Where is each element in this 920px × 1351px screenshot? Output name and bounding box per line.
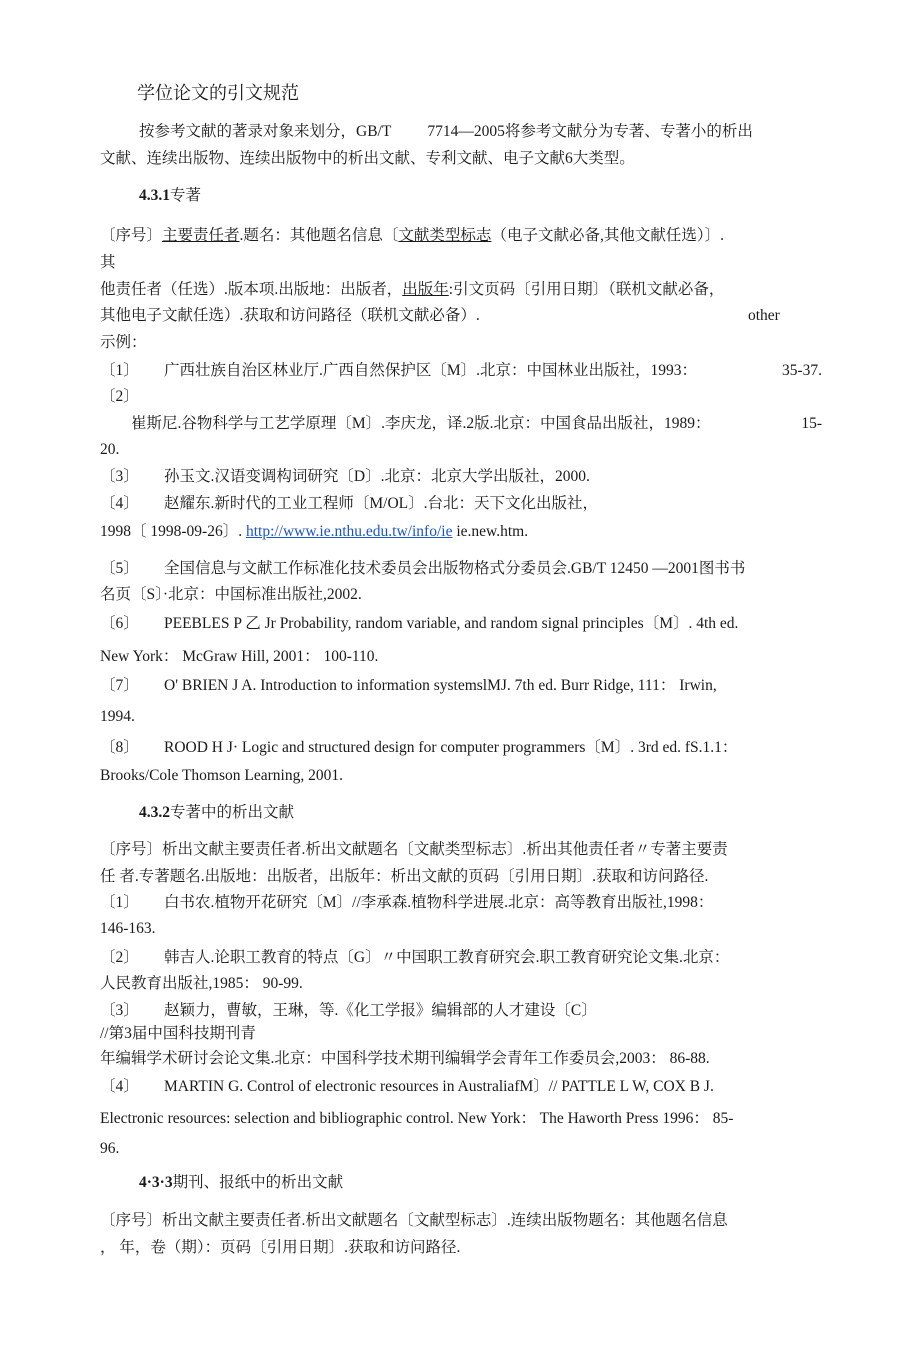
underlined-term: 出版年 — [402, 281, 449, 298]
format-line: 其他电子文献任选）.获取和访问路径（联机文献必备）. other — [100, 307, 780, 324]
format-line: 〔序号〕析出文献主要责任者.析出文献题名〔文献型标志〕.连续出版物题名：其他题名信息 — [100, 1212, 728, 1229]
section-number: 4.3.2 — [139, 804, 170, 821]
reference-item: 〔2〕 韩吉人.论职工教育的特点〔G〕〃中国职工教育研究会.职工教育研究论文集.北京： — [100, 949, 730, 966]
reference-item-cont: 年编辑学术研讨会论文集.北京：中国科学技术期刊编辑学会青年工作委员会,2003： 86-88. — [100, 1050, 710, 1067]
reference-item-cont: 名页〔S〕·北京：中国标准出版社,2002. — [100, 586, 362, 603]
reference-item-cont: 20. — [100, 441, 120, 458]
format-line: 〔序号〕主要责任者.题名：其他题名信息〔文献类型标志（电子文献必备,其他文献任选）〕. — [100, 227, 724, 244]
other-label: other — [748, 307, 780, 324]
section-label: 专著中的析出文献 — [170, 804, 295, 821]
reference-item: 〔4〕 赵耀东.新时代的工业工程师〔M/OL〕.台北：天下文化出版社， — [100, 495, 599, 512]
reference-item-cont: New York： McGraw Hill, 2001： 100-110. — [100, 648, 379, 665]
reference-item: 〔3〕 赵颖力，曹敏，王琳，等.《化工学报》编辑部的人才建设〔C〕 — [100, 1002, 597, 1019]
reference-item-cont: Brooks/Cole Thomson Learning, 2001. — [100, 767, 343, 784]
reference-item: 〔7〕 O' BRIEN J A. Introduction to information systemslMJ. 7th ed. Burr Ridge, 111： Irwin, — [100, 677, 717, 694]
intro-text-cont: 7714—2005将参考文献分为专著、专著小的析出 — [427, 123, 753, 140]
reference-number: 〔2〕 — [100, 388, 139, 405]
reference-item: 〔1〕 白书农.植物开花研究〔M〕//李承森.植物科学进展.北京：高等教育出版社,1998： — [100, 894, 714, 911]
reference-item: 〔5〕 全国信息与文献工作标准化技术委员会出版物格式分委员会.GB/T 12450 —2001图书书 — [100, 560, 746, 577]
section-number: 4·3·3 — [139, 1174, 173, 1191]
section-heading-4-3-1 — [139, 186, 822, 206]
section-heading-4-3-3 — [139, 1173, 822, 1193]
intro-text: 按参考文献的著录对象来划分，GB/T — [139, 123, 392, 140]
reference-item: 〔6〕 PEEBLES P 乙 Jr Probability, random variable, and random signal principles〔M〕. 4th ed. — [100, 615, 739, 632]
reference-item-cont: //第3届中国科技期刊青 — [100, 1025, 256, 1042]
reference-item: 〔3〕 孙玉文.汉语变调构词研究〔D〕.北京：北京大学出版社，2000. — [100, 468, 590, 485]
section-label: 专著 — [170, 187, 202, 204]
section-number: 4.3.1 — [139, 187, 170, 204]
format-line: 〔序号〕析出文献主要责任者.析出文献题名〔文献类型标志〕.析出其他责任者〃专著主要责 — [100, 841, 728, 858]
reference-item-cont: 人民教育出版社,1985： 90-99. — [100, 975, 303, 992]
reference-item: 〔8〕 ROOD H J· Logic and structured design for computer programmers〔M〕. 3rd ed. fS.1.1： — [100, 739, 738, 756]
section-label: 期刊、报纸中的析出文献 — [172, 1174, 344, 1191]
underlined-term: 主要责任者 — [162, 227, 240, 244]
format-line: 他责任者（任选）.版本项.出版地：出版者，出版年:引文页码〔引用日期〕（联机文献必备， — [100, 281, 725, 298]
reference-item: 崔斯尼.谷物科学与工艺学原理〔M〕.李庆龙，译.2版.北京：中国食品出版社，1989： 15- — [131, 415, 822, 432]
underlined-term: 文献类型标志 — [398, 227, 492, 244]
format-line: 任 者.专著题名.出版地：出版者，出版年：析出文献的页码〔引用日期〕.获取和访问路径. — [100, 868, 709, 885]
page-title: 学位论文的引文规范 — [137, 83, 299, 103]
reference-item-cont: Electronic resources: selection and bibliographic control. New York： The Haworth Press 1996： 85- — [100, 1110, 734, 1127]
intro-line-1 — [139, 122, 822, 142]
example-label: 示例： — [100, 334, 147, 351]
reference-item: 〔4〕 MARTIN G. Control of electronic resources in AustraliafM〕// PATTLE L W, COX B J. — [100, 1078, 714, 1095]
format-line: ， 年，卷（期）：页码〔引用日期〕.获取和访问路径. — [100, 1239, 461, 1256]
reference-item-cont: 96. — [100, 1140, 120, 1157]
reference-item: 〔1〕 广西壮族自治区林业厅.广西自然保护区〔M〕.北京：中国林业出版社，1993： 35-37. — [100, 362, 822, 379]
reference-url-link[interactable]: http://www.ie.nthu.edu.tw/info/ie — [245, 523, 453, 540]
intro-line-2: 文献、连续出版物、连续出版物中的析出文献、专利文献、电子文献6大类型。 — [100, 150, 635, 167]
reference-item-cont: 1994. — [100, 708, 135, 725]
format-line: 其 — [100, 254, 116, 271]
reference-item-cont: 1998〔 1998-09-26〕. http://www.ie.nthu.edu.tw/info/ie ie.new.htm. — [100, 523, 529, 540]
reference-item-cont: 146-163. — [100, 920, 156, 937]
section-heading-4-3-2 — [139, 803, 822, 823]
